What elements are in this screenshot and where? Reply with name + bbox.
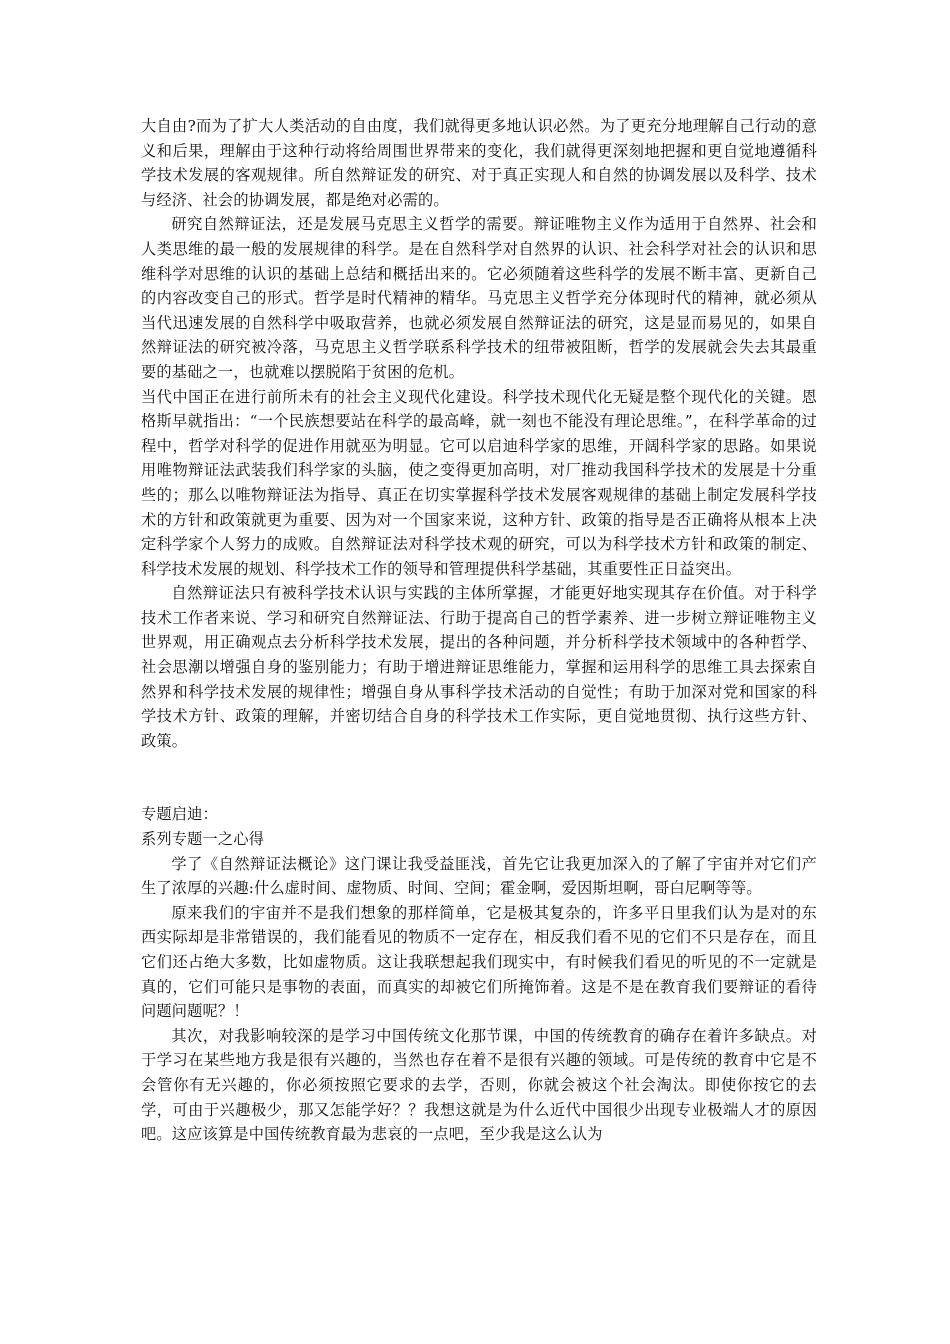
- section-heading: 专题启迪：: [141, 805, 218, 824]
- paragraph-5: 学了《自然辩证法概论》这门课让我受益匪浅，首先它让我更加深入的了解了宇宙并对它们产生了浓厚的兴趣:什么虚时间、虚物质、时间、空间；霍金啊，爱因斯坦啊，哥白尼啊等等。: [141, 854, 817, 898]
- section-gap: [141, 753, 817, 802]
- section-subheading: 系列专题一之心得: [141, 830, 265, 849]
- paragraph-4: 自然辩证法只有被科学技术认识与实践的主体所掌握，才能更好地实现其存在价值。对于科学技术工作者来说、学习和研究自然辩证法、行助于提高自己的哲学素养、进一步树立辩证唯物主义世界观，用正确观点去分析科学技术发展，提出的各种问题，并分析科学技术领域中的各种哲学、社会思潮以增强自身的鉴别能力；有助于增进辩证思维能力，掌握和运用科学的思维工具去探索自然界和科学技术发展的规律性；增强自身从事科学技术活动的自觉性；有助于加深对党和国家的科学技术方针、政策的理解，并密切结合自身的科学技术工作实际，更自觉地贯彻、执行这些方针、政策。: [141, 584, 817, 750]
- paragraph-2: 研究自然辩证法，还是发展马克思主义哲学的需要。辩证唯物主义作为适用于自然界、社会和人类思维的最一般的发展规律的科学。是在自然科学对自然界的认识、社会科学对社会的认识和思维科学对思维的认识的基础上总结和概括出来的。它必须随着这些科学的发展不断丰富、更新自己的内容改变自己的形式。哲学是时代精神的精华。马克思主义哲学充分体现时代的精神，就必须从当代迅速发展的自然科学中吸取营养，也就必须发展自然辩证法的研究，这是显而易见的，如果自然辩证法的研究被冷落，马克思主义哲学联系科学技术的纽带被阻断，哲学的发展就会失去其最重要的基础之一，也就难以摆脱陷于贫困的危机。: [141, 215, 817, 381]
- document-body: [141, 114, 817, 1147]
- paragraph-1: 大自由?而为了扩大人类活动的自由度，我们就得更多地认识必然。为了更充分地理解自己行动的意义和后果，理解由于这种行动将给周围世界带来的变化，我们就得更深刻地把握和更自觉地遵循科学技术发展的客观规律。所自然辩证发的研究、对于真正实现人和自然的协调发展以及科学、技术与经济、社会的协调发展，都是绝对必需的。: [141, 117, 817, 209]
- paragraph-3: 当代中国正在进行前所未有的社会主义现代化建设。科学技术现代化无疑是整个现代化的关键。恩格斯早就指出：“一个民族想要站在科学的最高峰，就一刻也不能没有理论思维。”，在科学革命的过程中，哲学对科学的促进作用就巫为明显。它可以启迪科学家的思维，开阔科学家的思路。如果说用唯物辩证法武装我们科学家的头脑，使之变得更加高明，对厂推动我国科学技术的发展是十分重些的；那么以唯物辩证法为指导、真正在切实掌握科学技术发展客观规律的基础上制定发展科学技术的方针和政策就更为重要、因为对一个国家来说，这种方针、政策的指导是否正确将从根本上决定科学家个人努力的成败。自然辩证法对科学技术观的研究，可以为科学技术方针和政策的制定、科学技术发展的规划、科学技术工作的领导和管理提供科学基础，其重要性正日益突出。: [141, 387, 817, 578]
- paragraph-7: 其次，对我影响较深的是学习中国传统文化那节课，中国的传统教育的确存在着许多缺点。对于学习在某些地方我是很有兴趣的，当然也存在着不是很有兴趣的领域。可是传统的教育中它是不会管你有无兴趣的，你必须按照它要求的去学，否则，你就会被这个社会淘汰。即使你按它的去学，可由于兴趣极少，那又怎能学好？？我想这就是为什么近代中国很少出现专业极端人才的原因吧。这应该算是中国传统教育最为悲哀的一点吧，至少我是这么认为: [141, 1026, 817, 1144]
- paragraph-6: 原来我们的宇宙并不是我们想象的那样简单，它是极其复杂的，许多平日里我们认为是对的东西实际却是非常错误的，我们能看见的物质不一定存在，相反我们看不见的它们不只是存在，而且它们还占绝大多数，比如虚物质。这让我联想起我们现实中，有时候我们看见的听见的不一定就是真的，它们可能只是事物的表面，而真实的却被它们所掩饰着。这是不是在教育我们要辩证的看待问题问题呢？！: [141, 903, 817, 1021]
